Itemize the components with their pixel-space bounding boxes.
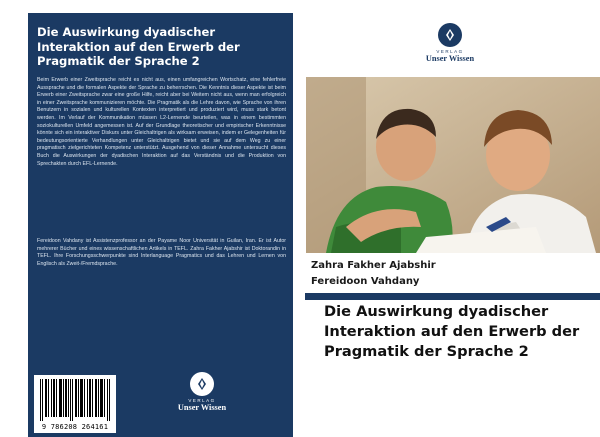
back-cover-abstract: Beim Erwerb einer Zweitsprache reicht es nicht aus, einen umfangreichen Wortschatz, eine fehlerfreie Aussprache und die formalen Aspekte der Sprache zu beherrschen. Die Kenntnis dieser Aspekte ist beim Erwerb einer Zweitsprache zwar eine große Hilfe, reicht aber bei Weitem nicht aus, wenn man erfolgreich in einer Zweitsprache kommunizieren möchte. Die Pragmatik als die Lehre davon, wie Sprache von ihren Benutzern in sozialen und kulturellen Kontexten interpretiert und produziert wird, muss stark betont werden. Im Verlauf der Kommunikation müssen L2-Lernende beurteilen, was in einem bestimmten soziokulturellen Umfeld angemessen ist. Auf der Grundlage theoretischer und empirischer Erkenntnisse könnte sich ein interaktiver Diskurs unter Gleichaltrigen als wirksam erweisen, indem er Gelegenheiten für bedeutungsorientierte Verhandlungen unter Gleichaltrigen bietet und sie auf dem Weg zu einer pragmatisch zielgerichteten Kompetenz unterstützt. Ausgehend von dieser Annahme untersucht dieses Buch die Auswirkungen der dyadischen Interaktion auf das Verständnis und die Produktion von Sprechakten durch EFL-Lernende. [37,77,286,167]
front-cover-title: Die Auswirkung dyadischer Interaktion auf den Erwerb der Pragmatik der Sprache 2 [324,303,580,360]
publisher-verlag-label: VERLAG [188,398,216,403]
front-publisher-logo [409,23,491,63]
front-cover [305,13,600,437]
publisher-emblem-icon [438,23,462,47]
barcode-icon [34,375,116,423]
publisher-name: Unser Wissen [177,403,227,412]
publisher-verlag-label: VERLAG [436,49,464,54]
title-divider [305,293,600,300]
author-name: Fereidoon Vahdany [311,275,420,287]
two-boys-studying-photo-icon [306,77,600,253]
back-publisher-logo [173,372,231,412]
isbn-number: 9 786208 264161 [41,423,109,431]
back-cover [28,13,293,437]
back-cover-title: Die Auswirkung dyadischer Interaktion auf den Erwerb der Pragmatik der Sprache 2 [37,25,240,68]
front-authors [311,258,595,289]
author-bio: Fereidoon Vahdany ist Assistenzprofessor an der Payame Noor Universität in Guilan, Iran. Er ist Autor mehrerer Bücher und eines wissenschaftlichen Artikels in TEFL. Zahra Fakher Ajabshir ist Doktorandin in TEFL. Ihre Forschungsschwerpunkte sind Interlanguage Pragmatics und das Lehren und Lernen von Englisch als Zweit-/Fremdsprache. [37,238,286,267]
cover-photo [306,77,600,253]
publisher-emblem-icon [190,372,214,396]
publisher-name: Unser Wissen [425,54,475,63]
isbn-barcode [34,375,116,433]
spine [293,13,305,437]
author-name: Zahra Fakher Ajabshir [311,260,436,271]
